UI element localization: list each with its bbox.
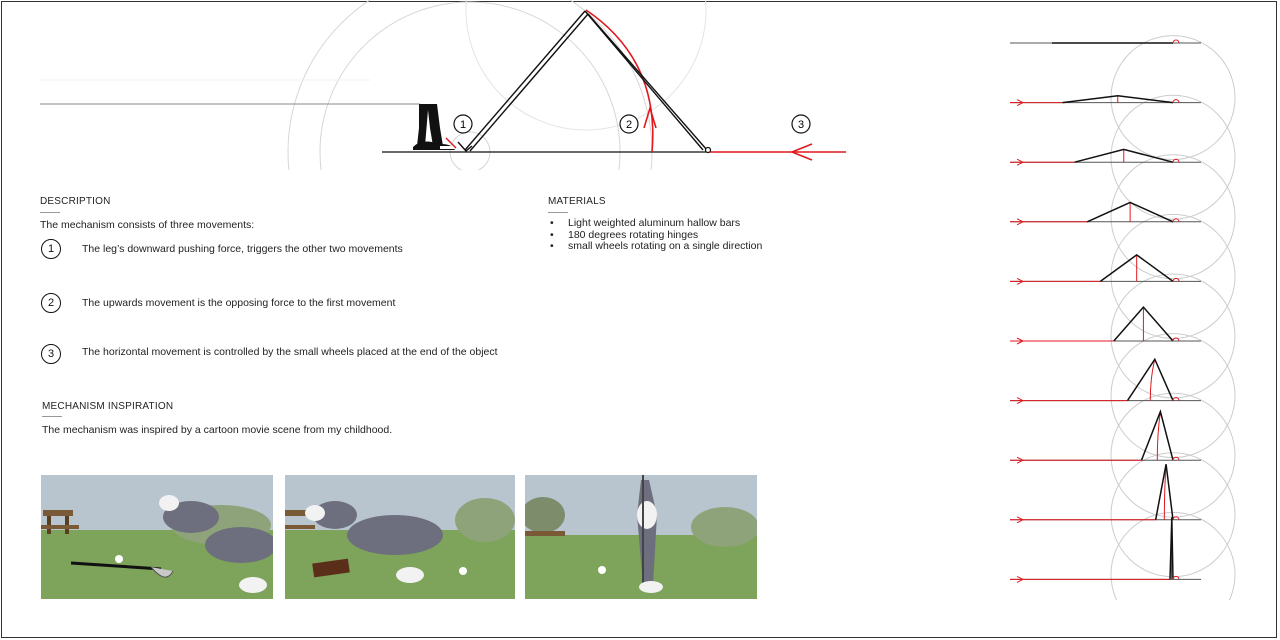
description-item-2: The upwards movement is the opposing force to the first movement [82, 297, 396, 309]
construction-circles [288, 0, 706, 170]
materials-list [548, 218, 762, 253]
materials-heading: MATERIALS [548, 196, 606, 207]
svg-text:2: 2 [625, 119, 633, 131]
cartoon-frame-1 [41, 475, 273, 599]
motion-sequence [1005, 20, 1245, 600]
cartoon-frame-2 [285, 475, 515, 599]
guide-circle [1111, 214, 1235, 338]
wheel-icon [706, 148, 711, 153]
materials-item: • small wheels rotating on a single direction [548, 241, 762, 253]
description-num-2: 2 [41, 293, 61, 313]
upward-arc [586, 10, 653, 152]
cartoon-frame-3 [525, 475, 757, 599]
description-item-3: The horizontal movement is controlled by the small wheels placed at the end of the object [82, 346, 498, 358]
guide-circle [1111, 274, 1235, 398]
materials-rule [548, 212, 568, 213]
guide-circle [1111, 393, 1235, 517]
materials-item: • Light weighted aluminum hallow bars [548, 218, 762, 230]
leg-icon [413, 104, 456, 150]
guide-circle [1111, 95, 1235, 219]
description-intro: The mechanism consists of three movements: [40, 219, 255, 231]
inspiration-rule [42, 416, 62, 417]
svg-text:1: 1 [459, 119, 467, 131]
inspiration-heading: MECHANISM INSPIRATION [42, 401, 174, 412]
description-num-3: 3 [41, 344, 61, 364]
svg-text:3: 3 [797, 119, 805, 131]
mechanism-diagram [0, 0, 900, 170]
description-rule [40, 212, 60, 213]
guide-circle [1111, 334, 1235, 458]
inspiration-text: The mechanism was inspired by a cartoon movie scene from my childhood. [42, 424, 393, 436]
description-item-1: The leg’s downward pushing force, triggers the other two movements [82, 243, 403, 255]
materials-item: • 180 degrees rotating hinges [548, 230, 762, 242]
description-num-1: 1 [41, 239, 61, 259]
marker-3 [792, 115, 810, 133]
marker-1 [454, 115, 472, 133]
description-heading: DESCRIPTION [40, 196, 111, 207]
marker-2 [620, 115, 638, 133]
